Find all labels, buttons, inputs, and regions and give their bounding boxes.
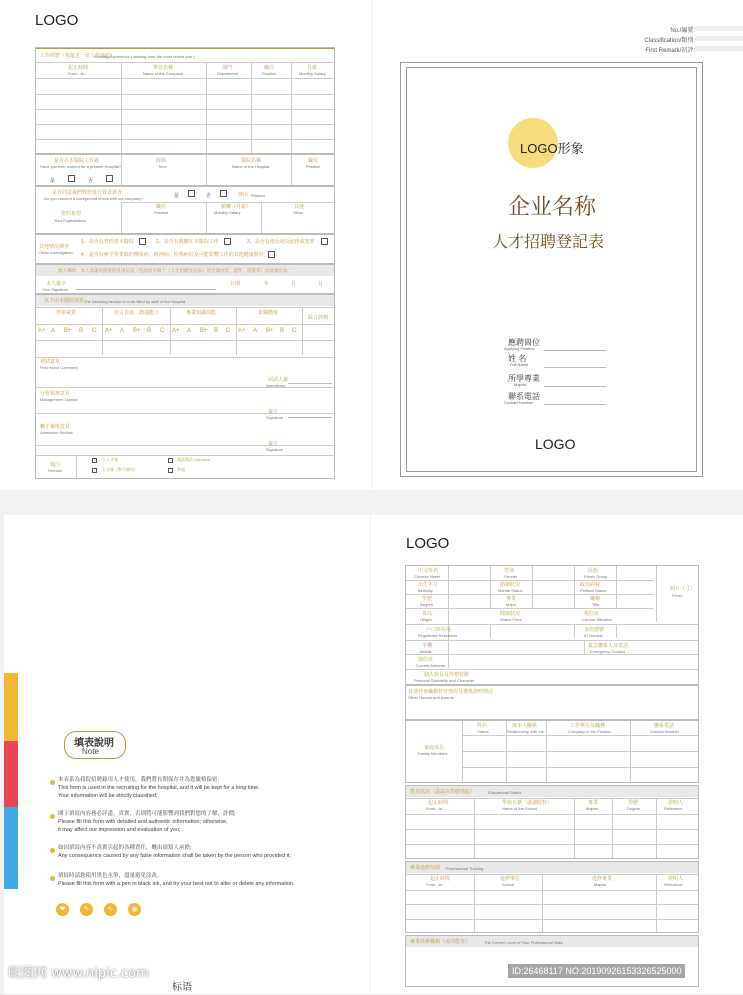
class-label: Classification/類別: <box>644 38 695 44</box>
q3-checkbox[interactable] <box>321 238 328 245</box>
field-full-name: 姓 名 <box>508 354 527 363</box>
family-table: 家庭成員 Family Members 姓名 Name 與本人關系 Relationship with me 工作單位及職務 Company in the Position 聯系電話 Contact Number <box>405 720 699 783</box>
work-header-en: Working Experience ( starting from the most recent one ) <box>94 54 195 59</box>
majors-input[interactable] <box>544 386 606 387</box>
work-header: 工作經歷（按最近一份工作填起） <box>40 53 116 59</box>
contact-input[interactable] <box>544 404 606 405</box>
hospital-question-block: 是否在本醫院工作過 Have you ever worked for a present Hospital? 時間 Time 醫院名稱 Name of the Hospital 職位 Position 是 否 <box>35 154 335 186</box>
note-4-cn: 填寫時請您使用黑色水筆，盡量避免涂改。 <box>58 873 163 879</box>
skill-level-block: 專業技術職稱（或技能等） The Current Level of Your Professional Skills <box>405 935 699 987</box>
pulse-icon: ∿ <box>104 903 117 916</box>
form-title: 人才招聘登記表 <box>492 232 605 251</box>
note-2-cn: 閱下填寫內容務必詳盡、真實，否則將可能影響到我們對您的了解、評價; <box>58 811 236 817</box>
work-experience-table: 工作經歷（按最近一份工作填起） Working Experience ( starting from the most recent one ) 起止時間 From...to... 單位名稱 Name of the Company 部門 Department 職位 Position 月薪 Monthly Salary <box>35 47 335 154</box>
declaration-text: 個人聲明：本人承諾所提供的各項信息（包括但不限于《人才招聘登記表》的全部內容、證件、證書等）均真實有效。 <box>58 268 292 273</box>
like-icon: ❤ <box>56 903 69 916</box>
field-majors: 所學專業 <box>508 374 540 383</box>
cover-page: No./編號: Classification/類別: First Remark/初評: LOGO形象 企业名称 人才招聘登記表 應聘崗位 Applying Position 姓 名 Full Name 所學專業 Majors 聯系電話 Contact Number LOGO <box>372 0 743 490</box>
form-page-front <box>371 515 743 993</box>
stripe-blue <box>4 807 18 889</box>
no-label: No./編號: <box>670 28 695 34</box>
background-yes-checkbox[interactable] <box>188 190 195 197</box>
hospital-yes-checkbox[interactable] <box>68 175 75 182</box>
bullet-icon <box>50 780 55 785</box>
stripe-yellow <box>4 673 18 741</box>
slogan: 标语 <box>172 982 192 993</box>
photo-label: 照片（寸） <box>670 586 696 592</box>
position-input[interactable] <box>544 350 606 351</box>
training-table: 專業進修培訓 Professional Training 起止時間 From...to... 進修單位 School 進修專業 Majors 證明人 Reference <box>405 861 699 933</box>
other-investigation-block: 其他情況調查 Other Investigation 1、是否有曾經患本醫院 2、是否有親屬在本醫院工作 3、是否有違反違反紀律或犯罪 4、是否有參予學業餘的傳染病、精神病、特殊病況及可能影響工作的其他健康狀況 <box>35 234 335 264</box>
note-3-cn: 如因填寫內容不真實引起的各種責任，概由填寫人承擔; <box>58 845 192 851</box>
remark-opt-3-checkbox[interactable] <box>168 468 173 473</box>
education-table: 教育狀況（從最高學歷填起） Educational Status 起止時間 From...to... 學校名稱（就讀院校） Name of the School 專業 Majors 學歷 Degree 證明人 Reference <box>405 785 699 859</box>
background-no-checkbox[interactable] <box>220 190 227 197</box>
hospital-question: 是否在本醫院工作過 <box>54 158 100 164</box>
hospital-no-checkbox[interactable] <box>106 175 113 182</box>
work-col-1: 單位名稱 <box>153 65 174 71</box>
note-title-cn: 填表說明 <box>74 738 114 749</box>
field-contact: 聯系電話 <box>508 392 540 401</box>
no-field[interactable] <box>695 26 743 31</box>
bullet-icon <box>50 848 55 853</box>
q4-checkbox[interactable] <box>268 251 275 258</box>
company-name: 企业名称 <box>508 195 597 220</box>
remark-opt-1-checkbox[interactable] <box>168 458 173 463</box>
class-field[interactable] <box>695 36 743 41</box>
logo-text: LOGO <box>35 12 79 29</box>
name-input[interactable] <box>544 367 606 368</box>
work-col-4: 月薪 <box>307 65 318 71</box>
note-title-en: Note <box>82 747 99 756</box>
remark-field[interactable] <box>695 46 743 51</box>
camera-icon: ◉ <box>128 903 141 916</box>
remark-label: First Remark/初評: <box>645 48 695 54</box>
note-1-cn: 本表系為我院招聘錄用人才使用，我們將長期保存并為您嚴格保密; <box>58 777 220 783</box>
personal-info-table: 中文姓名 Chinese Name 性別 Gender 民族 Ethnic Group 出生年月 Birthday 婚姻狀況 Marital Status 政治面貌 Political Status 學歷 Degree 專業 Major 職稱 Title 身高 Height 健康狀況 Status Form 現住址 Current Situation 照片（寸） Photo 戶口所在地 Registered Residence 身份證號 ID Number 手機 Mobile 緊急聯系人及電話 Emergency Contact 現住址 Current Address 個人特長及性格特點 Personal Speciality and Character <box>405 565 699 685</box>
bullet-icon <box>50 814 55 819</box>
remark-opt-2-checkbox[interactable] <box>92 468 97 473</box>
q2-checkbox[interactable] <box>224 238 231 245</box>
pen-icon: ✎ <box>80 903 93 916</box>
q1-checkbox[interactable] <box>139 238 146 245</box>
work-col-0: 起止時間 <box>68 65 89 71</box>
watermark-id: ID:26468117 NO:20190926153326525000 <box>508 964 685 978</box>
remark-opt-0-checkbox[interactable] <box>92 458 97 463</box>
work-col-3: 職位 <box>264 65 275 71</box>
notes-page: 填表說明 Note 本表系為我院招聘錄用人才使用，我們將長期保存并為您嚴格保密; This form is used in the recruiting for the hospital, and it will be kept for a long time. Your information will be strictly classified; 閱下填寫內容務必詳盡、真實，否則將可能影響到我們對您的了解、評價; Please fill this form with detailed and authentic information; otherwise, it may affect our impression and evaluation of you; 如因填寫內容不真實引起的各種責任，概由填寫人承擔; Any consequence caused by any false information shall be taken by the person who provided it; 填寫時請您使用黑色水筆，盡量避免涂改。 Please fill this form with a pen in black ink, and try your best not to alter or delete any information. ❤ ✎ ∿ ◉ 标语 <box>4 515 370 993</box>
background-question: 是否同意我們對您進行背景調查 <box>52 190 123 196</box>
watermark-site: 昵图网 www.nipic.com <box>8 966 149 981</box>
bullet-icon <box>50 876 55 881</box>
logo-text: LOGO <box>406 535 450 552</box>
declaration-block: 個人聲明：本人承諾所提供的各項信息（包括但不限于《人才招聘登記表》的全部內容、證件、證書等）均真實有效。 本人簽字 Your Signature 日期 年 月 日 <box>35 264 335 294</box>
honors-block: 其他社會職稱特征情況及獲獎證明情況 Other Honors and Awards <box>405 685 699 720</box>
background-check-block: 是否同意我們對您進行背景調查 Do you consent a background check with our company? 是 否 理由 Reason 您的希望 Your Expectations 職位 Position 薪酬（月薪） Monthly Salary 其他 Other <box>35 186 335 234</box>
bottom-logo: LOGO <box>535 436 576 452</box>
cover-logo-text: LOGO形象 <box>520 141 584 156</box>
form-page-back <box>0 0 371 490</box>
field-applying-position: 應聘崗位 <box>508 338 540 347</box>
work-col-2: 部門 <box>222 65 233 71</box>
stripe-red <box>4 741 18 807</box>
staff-evaluation-block: 以下由本醫院填寫 The following section is to be filled by staff of the Hospital 形象氣質 語言表達、溝通能力 專業知識技能 求職態度 綜合評價 A+ A B+ B C A+ A B+ B C A+ A B+ B C A+ A B+ B C 初試意見 First round Comment 面試人簽 Interviewer 分管領導意見 Management Opinion 簽字 Signature 轉正審批意見 Admission Review 簽字 Signature 備注 Remark 人人才庫 面試淘汰 Interview 人才庫（暫不錄用） 其他 <box>35 294 335 479</box>
